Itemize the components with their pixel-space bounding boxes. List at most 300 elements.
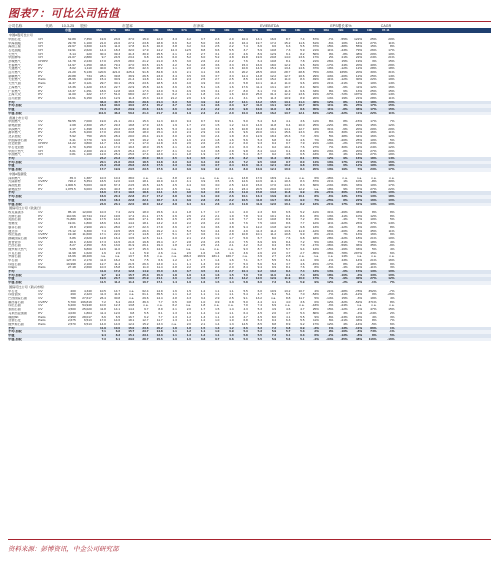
header-col-pb: 06A bbox=[167, 28, 173, 32]
cell-value: 7.0 bbox=[243, 273, 248, 277]
cell-value: 4.3 bbox=[172, 164, 177, 168]
cell-value: 1.4 bbox=[129, 251, 135, 255]
cell-value: 10.2 bbox=[284, 164, 291, 168]
cell-value: -12% bbox=[311, 229, 319, 233]
cell-value: 14% bbox=[312, 247, 319, 251]
cell-value: 14.6 bbox=[114, 218, 121, 222]
cell-value bbox=[76, 203, 92, 207]
cell-value: 15% bbox=[370, 45, 377, 49]
cell-value: 22% bbox=[312, 82, 319, 86]
cell-value: 79% bbox=[355, 48, 363, 52]
cell-value: 12.1 bbox=[270, 164, 277, 168]
cell-value: 42.8 bbox=[99, 184, 106, 188]
cell-value: 8.5 bbox=[286, 244, 291, 248]
cell-value: 6,250 bbox=[83, 146, 92, 149]
cell-value: 27.48 bbox=[67, 266, 76, 270]
cell-code: CV bbox=[38, 293, 43, 297]
cell-value: -4% bbox=[313, 337, 319, 341]
cell-value: 23.5 bbox=[128, 168, 135, 172]
cell-value: 3.8 bbox=[229, 225, 234, 229]
cell-value: 9.6 bbox=[271, 45, 277, 49]
cell-value: 371% bbox=[368, 300, 377, 304]
cell-value: 10.1 bbox=[270, 214, 277, 218]
cell-value: 19.6 bbox=[128, 191, 135, 195]
cell-value: 18.5 bbox=[156, 82, 163, 86]
cell-value: 7.2 bbox=[101, 300, 106, 304]
cell-value: 2.0 bbox=[186, 308, 192, 312]
cell-value: 48% bbox=[341, 134, 348, 138]
cell-value: 17.4 bbox=[142, 153, 149, 157]
cell-value: 31.9 bbox=[128, 244, 135, 248]
cell-value: 3.1 bbox=[229, 168, 234, 172]
cell-value: 1,251 bbox=[83, 89, 92, 93]
cell-value: 15.2 bbox=[142, 322, 149, 326]
cell-value: n.a. bbox=[200, 176, 206, 180]
cell-value: -21% bbox=[326, 202, 334, 206]
cell-value: 27.1 bbox=[142, 104, 149, 108]
cell-value: 5.9 bbox=[271, 330, 277, 334]
cell-code: CV bbox=[38, 251, 43, 255]
cell-value: 1.8 bbox=[229, 134, 234, 138]
cell-value: 3.9 bbox=[257, 255, 262, 259]
cell-value: -16% bbox=[387, 337, 395, 341]
cell-value: 14.6 bbox=[156, 247, 163, 251]
cell-value: 1.1 bbox=[200, 293, 206, 297]
cell-value: 25.66 bbox=[67, 78, 76, 82]
cell-value: 4.0 bbox=[286, 300, 291, 304]
cell-value: 4% bbox=[343, 322, 348, 326]
cell-value: 5.3 bbox=[172, 127, 177, 131]
cell-value: 1.2 bbox=[172, 259, 177, 262]
cell-value: 9.8 bbox=[243, 149, 248, 153]
cell-value bbox=[76, 112, 92, 116]
cell-value: 14.6 bbox=[114, 322, 121, 326]
cell-value: 1.7 bbox=[200, 211, 206, 215]
cell-company: 天然气油 bbox=[8, 82, 21, 86]
cell-value: n.a. bbox=[371, 176, 377, 180]
cell-value: 10% bbox=[388, 52, 395, 56]
cell-value: 12.7 bbox=[284, 74, 291, 78]
cell-value: 44% bbox=[327, 74, 334, 78]
cell-value: 3.1 bbox=[215, 270, 220, 274]
cell-value: 6.5 bbox=[300, 153, 305, 157]
cell-value: 2.2 bbox=[200, 218, 206, 222]
header-col-pe: 07A bbox=[110, 28, 117, 32]
cell-code: CV/PV bbox=[38, 300, 48, 304]
cell-value: 21.5 bbox=[128, 262, 135, 266]
cell-value: 10.2 bbox=[270, 270, 277, 274]
cell-value: 9.1 bbox=[243, 297, 248, 301]
cell-value: 4.1 bbox=[200, 71, 206, 75]
cell-value: 28.8 bbox=[298, 71, 305, 75]
cell-code: CV bbox=[38, 289, 43, 293]
cell-value: 25.4 bbox=[114, 153, 121, 157]
cell-value: 17.0 bbox=[99, 319, 106, 323]
cell-company: 海油发展 bbox=[8, 184, 21, 188]
cell-value: 61.1 bbox=[142, 293, 149, 297]
cell-value: 734 bbox=[86, 74, 92, 78]
cell-value: 19.7 bbox=[255, 41, 262, 45]
cell-value: 4.5 bbox=[186, 85, 192, 89]
cell-value: 14.0 bbox=[156, 96, 163, 100]
cell-value: 7.3 bbox=[271, 281, 277, 285]
cell-value: 4.4 bbox=[215, 229, 220, 233]
header-group-cagr: CAGR bbox=[380, 24, 392, 28]
footer-rule bbox=[8, 539, 491, 540]
cell-value: 4,040 bbox=[83, 78, 92, 82]
cell-value: 21.5 bbox=[156, 63, 163, 67]
cell-value: 12.8 bbox=[99, 236, 106, 240]
cell-value: 4.70 bbox=[69, 146, 76, 149]
cell-value: 12.3 bbox=[114, 304, 121, 308]
cell-value: -3% bbox=[327, 225, 334, 229]
cell-value: 1.8 bbox=[215, 138, 220, 142]
cell-value: 1.5 bbox=[229, 153, 234, 157]
cell-value: 4.4 bbox=[186, 127, 192, 131]
cell-value: 19.8 bbox=[241, 56, 248, 60]
cell-value: 1.9 bbox=[186, 111, 192, 115]
cell-value: 4% bbox=[343, 153, 348, 157]
cell-value: 56% bbox=[312, 52, 319, 56]
cell-value: 6.2 bbox=[186, 41, 192, 45]
cell-value: 2.4 bbox=[200, 107, 206, 111]
header-col-ev: 06A bbox=[238, 28, 244, 32]
cell-value: 14.9 bbox=[156, 289, 163, 293]
cell-company: 中值·加权 bbox=[8, 168, 22, 172]
cell-value: 35.5 bbox=[156, 293, 163, 297]
cell-value: 14.2 bbox=[270, 149, 277, 153]
cell-value: 36% bbox=[355, 107, 363, 111]
cell-value: 18.0 bbox=[142, 202, 149, 206]
cell-value: 14.6 bbox=[128, 180, 135, 184]
cell-value: 15.0 bbox=[255, 184, 262, 188]
cell-value: 4.0 bbox=[186, 104, 192, 108]
cell-value: 15.8 bbox=[255, 191, 262, 195]
cell-value: 71,880 bbox=[66, 218, 76, 222]
cell-value: 4.6 bbox=[172, 270, 177, 274]
cell-value: 15.4 bbox=[156, 131, 163, 135]
cell-value: 23% bbox=[370, 142, 377, 146]
cell-company: 广东燃气 bbox=[8, 89, 21, 93]
cell-value: 2.5 bbox=[215, 240, 220, 244]
cell-value: 9.4 bbox=[300, 247, 305, 251]
source-note: 资料来源：彭博资讯，中金公司研究部 bbox=[8, 545, 119, 553]
cell-value: 6,150 bbox=[83, 96, 92, 100]
cell-value: 3% bbox=[389, 315, 395, 319]
cell-value: -24% bbox=[340, 304, 348, 308]
cell-value: 19% bbox=[341, 168, 348, 172]
cell-value: 20.5 bbox=[255, 187, 262, 191]
cell-value: -21% bbox=[326, 233, 334, 237]
cell-value: 12.5 bbox=[142, 236, 149, 240]
cell-value: n.a. bbox=[185, 304, 192, 308]
cell-value: 20.6 bbox=[99, 134, 106, 138]
cell-value: 10.7 bbox=[284, 85, 291, 89]
cell-value: 29.3 bbox=[114, 123, 121, 127]
cell-value: 8.6 bbox=[300, 107, 305, 111]
cell-value: -12% bbox=[326, 111, 334, 115]
cell-company: 中国神华 bbox=[8, 56, 21, 60]
cell-value: 6.14 bbox=[69, 52, 76, 56]
cell-value: -8% bbox=[327, 315, 334, 319]
cell-value: 17.0 bbox=[114, 146, 121, 149]
cell-value: 3% bbox=[371, 60, 377, 63]
cell-company: 北京控股 bbox=[8, 134, 21, 138]
cell-value: 19.01 bbox=[67, 222, 76, 226]
cell-value: 3.6 bbox=[215, 104, 220, 108]
cell-value: 19.48 bbox=[67, 233, 76, 237]
cell-value: 18% bbox=[312, 149, 319, 153]
cell-value bbox=[76, 168, 92, 172]
cell-value: 12.9 bbox=[270, 277, 277, 281]
cell-value: 2.7 bbox=[300, 251, 305, 255]
cell-company: 平均·加权 bbox=[8, 273, 22, 277]
cell-value: 2.6 bbox=[172, 214, 177, 218]
cell-value: 1.0 bbox=[229, 315, 234, 319]
cell-value: 41.3 bbox=[128, 52, 135, 56]
cell-value: 13% bbox=[355, 191, 363, 195]
cell-value: 2.5 bbox=[215, 45, 220, 49]
cell-value: 16.4 bbox=[114, 142, 121, 146]
cell-value: 63.5 bbox=[142, 63, 149, 67]
cell-code: CH bbox=[38, 149, 43, 153]
cell-value: 13.7 bbox=[156, 233, 163, 237]
header-col-blank bbox=[38, 28, 60, 33]
cell-value: 1% bbox=[328, 326, 334, 330]
cell-code: Parts bbox=[38, 78, 46, 82]
cell-value: 2.2 bbox=[215, 266, 220, 270]
cell-value: 27% bbox=[370, 149, 377, 153]
cell-value: 10.8 bbox=[270, 48, 277, 52]
cell-value: 12.6 bbox=[270, 202, 277, 206]
cell-value: 8.7 bbox=[286, 37, 291, 41]
cell-value: 6.4 bbox=[115, 300, 121, 304]
cell-value: 11.4 bbox=[114, 262, 121, 266]
cell-value: 5.5 bbox=[300, 45, 305, 49]
cell-value: 2,880 bbox=[83, 56, 92, 60]
cell-value: 4.2 bbox=[172, 63, 177, 67]
cell-value: 20% bbox=[312, 96, 319, 100]
cell-value: 11.9 bbox=[100, 270, 106, 274]
cell-value: 0.9 bbox=[229, 330, 234, 334]
cell-value: 12% bbox=[355, 164, 363, 168]
cell-value: 27% bbox=[370, 41, 377, 45]
cell-value: 20% bbox=[355, 127, 363, 131]
cell-value: 30.8 bbox=[114, 297, 121, 301]
cell-value: 8.0 bbox=[243, 89, 248, 93]
cell-value: 8.9 bbox=[286, 218, 291, 222]
cell-value: 6.6 bbox=[101, 315, 106, 319]
cell-value: 31% bbox=[388, 71, 395, 75]
cell-value: 1.6 bbox=[229, 259, 234, 262]
cell-value: 4.9 bbox=[186, 89, 192, 93]
cell-value: 10.5 bbox=[241, 198, 248, 202]
cell-value: -14% bbox=[354, 322, 363, 326]
cell-value: 166.3 bbox=[183, 255, 192, 259]
cell-value: 48% bbox=[370, 262, 377, 266]
cell-value: 6% bbox=[314, 333, 319, 337]
cell-value: -21% bbox=[340, 82, 348, 86]
cell-value: 25% bbox=[312, 123, 319, 127]
cell-value: 0% bbox=[371, 293, 377, 297]
cell-value: 4.6 bbox=[300, 138, 305, 142]
cell-value: 9.4 bbox=[243, 225, 248, 229]
cell-value: 4.1 bbox=[286, 120, 291, 124]
cell-value: 12% bbox=[355, 74, 363, 78]
cell-value: 26.7 bbox=[99, 123, 106, 127]
cell-value: 8% bbox=[389, 300, 395, 304]
cell-value: n.a. bbox=[228, 247, 234, 251]
cell-code: CV bbox=[38, 304, 43, 308]
cell-value: 15.0 bbox=[128, 326, 135, 330]
cell-value: 13% bbox=[327, 164, 334, 168]
cell-value: 3.6 bbox=[243, 251, 248, 255]
cell-value: 28.5 bbox=[255, 71, 262, 75]
cell-value: 19.3 bbox=[255, 127, 262, 131]
cell-value: 43% bbox=[312, 153, 319, 157]
cell-value: 29% bbox=[312, 74, 319, 78]
cell-code: PV bbox=[38, 67, 43, 71]
cell-value: -11% bbox=[340, 214, 348, 218]
cell-code: PV bbox=[38, 89, 43, 93]
cell-value: 10.7 bbox=[298, 289, 305, 293]
cell-value: 6.2 bbox=[144, 315, 149, 319]
cell-value: 3.2 bbox=[186, 45, 192, 49]
cell-value: -12% bbox=[340, 67, 348, 71]
cell-value: 7% bbox=[314, 198, 319, 202]
cell-value: 19% bbox=[370, 297, 377, 301]
cell-value: 4.8 bbox=[172, 297, 177, 301]
cell-value: 8% bbox=[314, 195, 319, 199]
cell-value: 18% bbox=[355, 236, 363, 240]
cell-value: 23.8 bbox=[142, 41, 149, 45]
cell-value: 1.6 bbox=[172, 289, 177, 293]
cell-value: 11% bbox=[327, 48, 334, 52]
cell-value: 15% bbox=[312, 157, 319, 161]
cell-value: 9.6 bbox=[300, 63, 305, 67]
cell-value: 12% bbox=[327, 322, 334, 326]
cell-value: 3.3 bbox=[215, 127, 220, 131]
cell-value: 8.9 bbox=[158, 308, 163, 312]
cell-value: 85.19 bbox=[67, 211, 76, 215]
cell-value: 1.9 bbox=[172, 123, 177, 127]
cell-company: 中值·加权 bbox=[8, 202, 22, 206]
cell-value: 19% bbox=[327, 67, 334, 71]
cell-value: 3.6 bbox=[172, 225, 177, 229]
cell-value: 3.3 bbox=[229, 74, 234, 78]
cell-value: 17.2 bbox=[156, 195, 163, 199]
cell-value: 1.3 bbox=[186, 319, 192, 323]
cell-value: 2.0 bbox=[200, 123, 206, 127]
cell-value: 1% bbox=[343, 180, 348, 184]
cell-value: 6.41 bbox=[69, 138, 76, 142]
cell-value: 18% bbox=[370, 100, 377, 104]
cell-value: 17.3 bbox=[142, 89, 149, 93]
cell-code: CV bbox=[38, 247, 43, 251]
cell-value: 84% bbox=[312, 111, 319, 115]
cell-value: 7.1 bbox=[101, 330, 106, 334]
cell-value: 9% bbox=[343, 157, 348, 161]
figure-title: 图表7：可比公司估值 bbox=[8, 7, 120, 20]
cell-value: 13.1 bbox=[270, 104, 277, 108]
cell-value: 12.9 bbox=[284, 225, 291, 229]
cell-value: 9.2 bbox=[271, 146, 277, 149]
cell-code: CH bbox=[38, 153, 43, 157]
cell-value: 24% bbox=[370, 146, 377, 149]
cell-value: 10.1 bbox=[241, 195, 248, 199]
cell-value bbox=[60, 338, 76, 342]
cell-company: 百川能源 bbox=[8, 96, 21, 100]
cell-value: 111.6 bbox=[98, 111, 106, 115]
cell-value: n.a. bbox=[371, 304, 377, 308]
cell-value: -1% bbox=[356, 308, 363, 312]
cell-value: 29.7 bbox=[99, 82, 106, 86]
cell-value: 1,800 bbox=[83, 222, 92, 226]
cell-value: 15.6 bbox=[156, 211, 163, 215]
cell-value: 14.0 bbox=[284, 56, 291, 60]
cell-value: 12% bbox=[327, 100, 334, 104]
cell-value: -11% bbox=[355, 326, 363, 330]
cell-value: 3.7 bbox=[186, 270, 192, 274]
cell-value: 16% bbox=[388, 142, 395, 146]
cell-value: 11.7 bbox=[298, 297, 305, 301]
cell-code: CV/PV bbox=[38, 236, 48, 240]
cell-value: 14.0 bbox=[284, 187, 291, 191]
header-col-ev: 10E bbox=[295, 28, 301, 32]
cell-value: 2.3 bbox=[257, 211, 262, 215]
cell-value: 21% bbox=[370, 259, 377, 262]
cell-value: 3.3 bbox=[172, 37, 177, 41]
cell-value: 14.8 bbox=[142, 233, 149, 237]
cell-value: 11.2 bbox=[114, 281, 121, 285]
cell-value: 22.67 bbox=[67, 45, 76, 49]
cell-value: 9.4 bbox=[115, 273, 121, 277]
cell-value: 15.8 bbox=[142, 85, 149, 89]
cell-value: 225.4 bbox=[126, 71, 135, 75]
cell-value: 25.9 bbox=[142, 277, 149, 281]
cell-value: 5,139 bbox=[83, 71, 92, 75]
cell-value: 1.8 bbox=[186, 326, 192, 330]
cell-value: 14.1 bbox=[114, 308, 121, 312]
cell-value: 2% bbox=[389, 311, 395, 315]
cell-value: 2.1 bbox=[200, 322, 206, 326]
cell-value: 11.3 bbox=[284, 89, 291, 93]
cell-value: -28% bbox=[340, 289, 348, 293]
cell-value: 2,950 bbox=[67, 315, 76, 319]
cell-value: 20.4 bbox=[114, 195, 121, 199]
cell-value bbox=[60, 168, 76, 172]
cell-value: 23.0 bbox=[156, 74, 163, 78]
cell-value: 3.0 bbox=[229, 41, 234, 45]
cell-value: 8.3 bbox=[243, 134, 248, 138]
cell-value: 3.6 bbox=[300, 300, 305, 304]
cell-value: 11,600 bbox=[82, 233, 92, 237]
cell-value: -11% bbox=[369, 266, 377, 270]
cell-value: 11% bbox=[356, 111, 363, 115]
cell-value: 4,030 bbox=[67, 311, 76, 315]
cell-value: 21.4 bbox=[156, 100, 163, 104]
cell-value: 7.4 bbox=[243, 45, 248, 49]
cell-company: 罗斯石油 bbox=[8, 255, 21, 259]
cell-value: 26% bbox=[370, 48, 377, 52]
cell-value: 17.5 bbox=[99, 218, 106, 222]
cell-value: 1.6 bbox=[101, 251, 106, 255]
cell-value: 21.1 bbox=[114, 120, 121, 124]
cell-value: 22% bbox=[370, 111, 377, 115]
cell-value: 3% bbox=[357, 225, 363, 229]
cell-code bbox=[38, 338, 60, 342]
cell-value: 18.1 bbox=[128, 319, 135, 323]
